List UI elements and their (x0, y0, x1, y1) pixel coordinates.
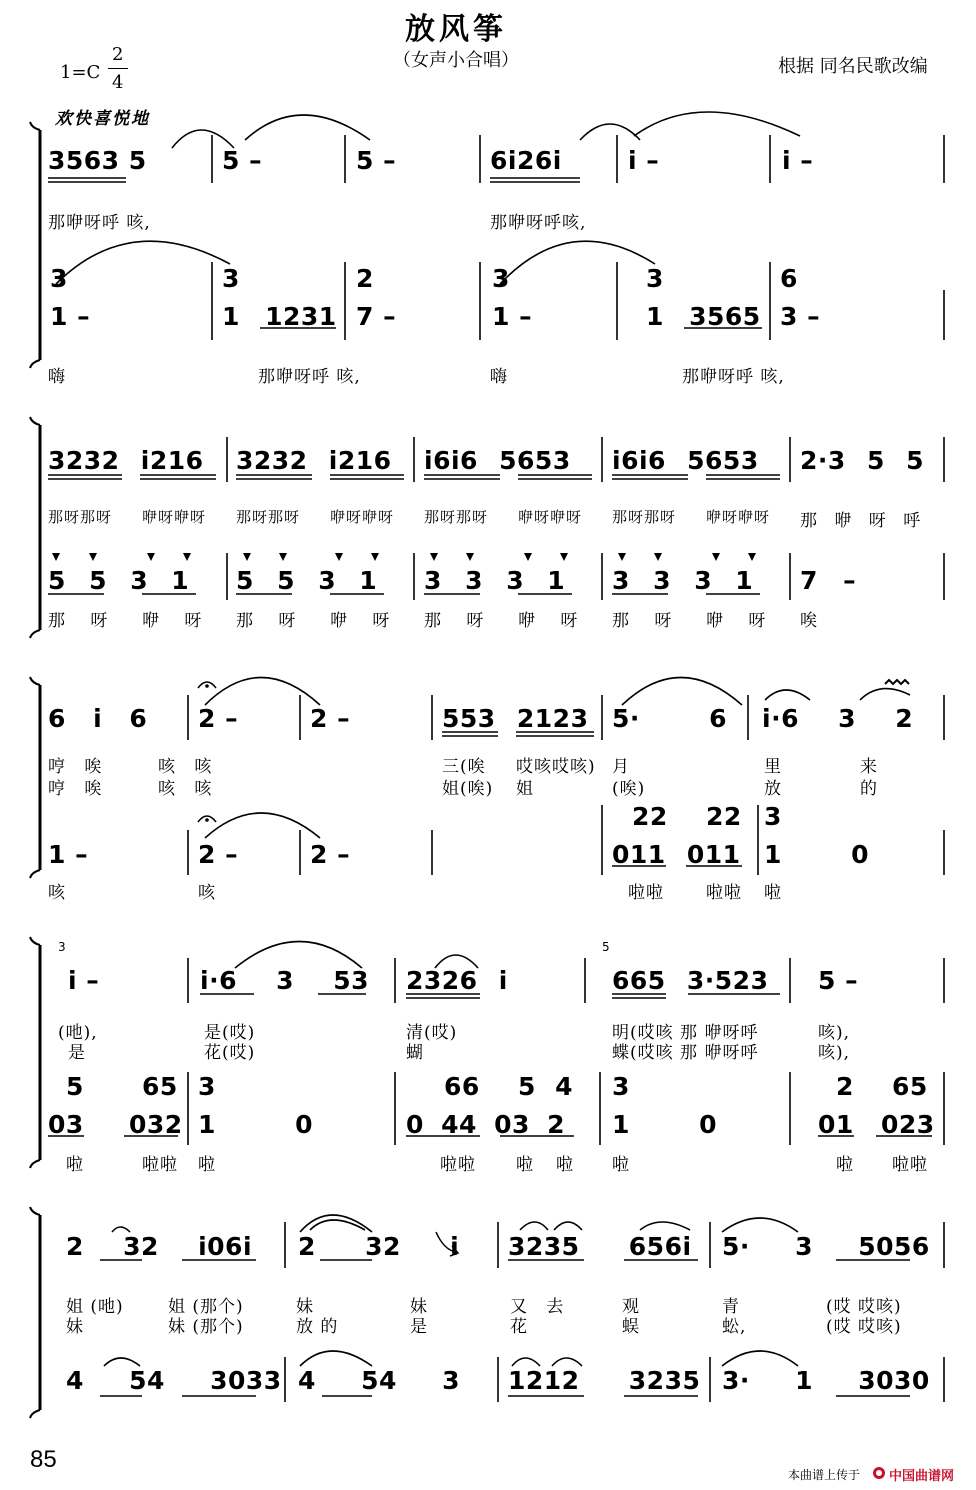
s4-lyric2-c: 蝴 (406, 1043, 424, 1063)
s1-lower-top-5: 3 (646, 264, 664, 293)
s2-lower-lyric-2: 咿 呀 (142, 611, 203, 631)
s1-upper-bar6: i – (782, 146, 814, 175)
s4-lower-top-8: 65 (892, 1072, 928, 1101)
s1-lower-top-2: 3 (222, 264, 240, 293)
s4-lyric2-b: 花(哎) (204, 1043, 256, 1063)
s1-lower-lyric-1: 嗨 (48, 367, 66, 387)
s5-lyric1-e: 又 去 (510, 1297, 565, 1317)
s3-lower-bar5: 1 0 (764, 840, 869, 869)
s4-lower-bar5: 01 023 (818, 1110, 935, 1139)
s2-lower-lyric-4: 咿 呀 (330, 611, 391, 631)
s3-upper-bar6: i·6 3 2 (762, 704, 914, 733)
s2-upper-lyric-1: 那呀那呀 (48, 508, 113, 526)
s3-lower-bar2: 2 – (198, 840, 239, 869)
s2-lower-bar4: 3 3 3 1 (612, 566, 754, 595)
s5-lower-bar2: 4 54 3 (298, 1366, 460, 1395)
s5-lower-bar4: 3· 1 3030 (722, 1366, 930, 1395)
s2-upper-lyric-2: 咿呀咿呀 (142, 508, 207, 526)
s2-upper-bar5: 2·3 5 5 (800, 446, 924, 475)
s5-lyric2-a: 妹 (66, 1317, 84, 1337)
s2-lower-lyric-1: 那 呀 (48, 611, 109, 631)
s3-lyric1-d: 哎咳哎咳) (516, 757, 596, 777)
s3-lower-top-1: 22 (632, 802, 668, 831)
s1-upper-bar4: 6i26i (490, 146, 562, 175)
s2-lower-bar5: 7 – (800, 566, 857, 595)
s3-lyric1-b: 咳 咳 (158, 757, 213, 777)
s4-lower-top-2: 65 (142, 1072, 178, 1101)
s4-grace-2: 5 (602, 940, 610, 954)
logo-icon (872, 1465, 886, 1479)
s4-upper-bar3: 2326 i (406, 966, 508, 995)
s1-lower-bar2: 1 1231 (222, 302, 337, 331)
s2-upper-bar1: 3232 i216 (48, 446, 204, 475)
s5-lyric1-c: 妹 (296, 1297, 314, 1317)
s2-upper-lyric-8: 咿呀咿呀 (706, 508, 771, 526)
s4-lyric1-d: 明(哎咳 那 咿呀呼 (612, 1023, 759, 1043)
s3-lower-lyric-5: 啦 (764, 883, 782, 903)
s3-lower-bar4: 011 011 (612, 840, 741, 869)
s5-lyric2-d: 是 (410, 1317, 428, 1337)
s5-lyric1-g: 青 (722, 1297, 740, 1317)
s2-lower-bar3: 3 3 3 1 (424, 566, 566, 595)
s1-upper-bar3: 5 – (356, 146, 397, 175)
s3-lyric2-g: 的 (860, 779, 878, 799)
s4-lower-lyric-9: 啦啦 (892, 1155, 928, 1175)
s2-upper-lyric-5: 那呀那呀 (424, 508, 489, 526)
s2-lower-bar2: 5 5 3 1 (236, 566, 378, 595)
s4-lower-lyric-4: 啦啦 (440, 1155, 476, 1175)
s3-lyric1-c: 三(唉 (442, 757, 486, 777)
s1-upper-bar1: 3563 5 (48, 146, 147, 175)
s4-upper-bar4: 665 3·523 (612, 966, 769, 995)
s1-lower-bar5: 1 3565 (646, 302, 761, 331)
s5-upper-bar4: 5· 3 5056 (722, 1232, 930, 1261)
s4-upper-bar1: i – (68, 966, 100, 995)
s3-upper-bar1: 6 i 6 (48, 704, 148, 733)
s4-lower-bar4: 1 0 (612, 1110, 717, 1139)
s3-lower-bar1: 1 – (48, 840, 89, 869)
score-title: 放风筝 (405, 12, 507, 47)
s4-lyric1-c: 清(哎) (406, 1023, 458, 1043)
s2-lower-bar1: 5 5 3 1 (48, 566, 190, 595)
s3-lower-top-2: 22 (706, 802, 742, 831)
s3-upper-bar2: 2 – (198, 704, 239, 733)
s2-upper-lyric-3: 那呀那呀 (236, 508, 301, 526)
s4-lower-lyric-1: 啦 (66, 1155, 84, 1175)
s3-lyric2-e: (唉) (612, 779, 646, 799)
s3-lyric1-f: 里 (764, 757, 782, 777)
s5-lyric1-h: (哎 哎咳) (826, 1297, 902, 1317)
s4-lower-lyric-8: 啦 (836, 1155, 854, 1175)
s2-lower-lyric-7: 那 呀 (612, 611, 673, 631)
s4-lyric2-e: 咳), (818, 1043, 851, 1063)
s3-lower-lyric-4: 啦啦 (706, 883, 742, 903)
s4-lower-top-4: 66 (444, 1072, 480, 1101)
s1-lower-bar4: 1 – (492, 302, 533, 331)
s2-lower-lyric-3: 那 呀 (236, 611, 297, 631)
s4-lyric2-d: 蝶(哎咳 那 咿呀呼 (612, 1043, 759, 1063)
s4-lyric2-a: 是 (68, 1043, 86, 1063)
s3-lyric2-c: 姐(唉) (442, 779, 494, 799)
s3-lyric2-a: 哼 唉 (48, 779, 103, 799)
s3-lyric1-e: 月 (612, 757, 630, 777)
s4-grace-1: 3 (58, 940, 66, 954)
s4-lower-lyric-2: 啦啦 (142, 1155, 178, 1175)
s3-upper-bar4: 553 2123 (442, 704, 589, 733)
s4-lower-lyric-3: 啦 (198, 1155, 216, 1175)
s2-upper-lyric-6: 咿呀咿呀 (518, 508, 583, 526)
s4-lower-lyric-5: 啦 (516, 1155, 534, 1175)
arranger-credit: 根据 同名民歌改编 (778, 56, 928, 77)
s3-lyric1-a: 哼 唉 (48, 757, 103, 777)
s5-lyric2-h: (哎 哎咳) (826, 1317, 902, 1337)
s3-upper-bar3: 2 – (310, 704, 351, 733)
s2-upper-lyric-4: 咿呀咿呀 (330, 508, 395, 526)
s5-upper-bar1: 2 32 i06i (66, 1232, 253, 1261)
s1-upper-lyric-1: 那咿呀呼 咳, (48, 213, 151, 233)
key-signature: 1=C (60, 62, 101, 83)
s5-lyric1-b: 姐 (那个) (168, 1297, 244, 1317)
s4-lower-top-3: 3 (198, 1072, 216, 1101)
s5-lyric2-e: 花 (510, 1317, 528, 1337)
s1-lower-top-4: 3 (492, 264, 510, 293)
s4-lyric1-a: (吔), (58, 1023, 98, 1043)
s5-upper-bar2: 2 32 i (298, 1232, 460, 1261)
s1-lower-top-3: 2 (356, 264, 374, 293)
s4-lower-top-5: 5 4 (518, 1072, 573, 1101)
s1-lower-bar3: 7 – (356, 302, 397, 331)
s2-lower-lyric-8: 咿 呀 (706, 611, 767, 631)
s4-lower-bar3: 0 44 03 2 (406, 1110, 565, 1139)
s5-lower-bar3: 1212 3235 (508, 1366, 701, 1395)
s5-lyric1-d: 妹 (410, 1297, 428, 1317)
s2-lower-lyric-9: 唉 (800, 611, 818, 631)
s4-lyric1-e: 咳), (818, 1023, 851, 1043)
upload-note: 本曲谱上传于 (788, 1468, 861, 1482)
s1-lower-top-1: 3 (50, 264, 68, 293)
s4-lower-lyric-6: 啦 (556, 1155, 574, 1175)
s3-lyric2-b: 咳 咳 (158, 779, 213, 799)
s5-upper-bar3: 3235 656i (508, 1232, 692, 1261)
s3-lower-top-3: 3 (764, 802, 782, 831)
s3-lyric2-d: 姐 (516, 779, 534, 799)
page-number: 85 (30, 1446, 57, 1473)
s4-lower-top-1: 5 (66, 1072, 84, 1101)
s5-lyric2-f: 蜈 (622, 1317, 640, 1337)
s2-upper-lyric-9: 那 咿 呀 呼 (800, 511, 922, 531)
s2-lower-lyric-5: 那 呀 (424, 611, 485, 631)
s1-upper-bar2: 5 – (222, 146, 263, 175)
s3-lower-bar3: 2 – (310, 840, 351, 869)
s1-lower-lyric-2: 那咿呀呼 咳, (258, 367, 361, 387)
s1-lower-bar1: 1 – (50, 302, 91, 331)
s3-lower-lyric-2: 咳 (198, 883, 216, 903)
tempo-marking: 欢快喜悦地 (55, 109, 150, 129)
s3-lower-lyric-1: 咳 (48, 883, 66, 903)
s4-lower-top-6: 3 (612, 1072, 630, 1101)
s2-upper-bar3: i6i6 5653 (424, 446, 571, 475)
s1-lower-lyric-4: 那咿呀呼 咳, (682, 367, 785, 387)
s2-upper-lyric-7: 那呀那呀 (612, 508, 677, 526)
s1-lower-bar6: 3 – (780, 302, 821, 331)
s1-upper-lyric-2: 那咿呀呼咳, (490, 213, 587, 233)
s4-lower-top-7: 2 (836, 1072, 854, 1101)
s1-lower-lyric-3: 嗨 (490, 367, 508, 387)
s2-upper-bar2: 3232 i216 (236, 446, 392, 475)
site-logo-text: 中国曲谱网 (889, 1468, 955, 1483)
s5-lyric2-b: 妹 (那个) (168, 1317, 244, 1337)
s2-lower-lyric-6: 咿 呀 (518, 611, 579, 631)
s4-upper-bar2: i·6 3 53 (200, 966, 370, 995)
s5-lyric2-g: 蚣, (722, 1317, 747, 1337)
s4-lower-lyric-7: 啦 (612, 1155, 630, 1175)
s5-lyric1-f: 观 (622, 1297, 640, 1317)
s1-lower-top-6: 6 (780, 264, 798, 293)
time-signature-top: 2 (112, 44, 124, 65)
score-subtitle: （女声小合唱） (393, 50, 519, 71)
s4-lower-bar1: 03 032 (48, 1110, 183, 1139)
time-signature-bottom: 4 (112, 72, 124, 93)
s3-lyric1-g: 来 (860, 757, 878, 777)
s3-lower-lyric-3: 啦啦 (628, 883, 664, 903)
s5-lyric2-c: 放 的 (296, 1317, 339, 1337)
s5-lower-bar1: 4 54 3033 (66, 1366, 282, 1395)
s4-upper-bar5: 5 – (818, 966, 859, 995)
s4-lyric1-b: 是(哎) (204, 1023, 256, 1043)
s5-lyric1-a: 姐 (吔) (66, 1297, 124, 1317)
s2-upper-bar4: i6i6 5653 (612, 446, 759, 475)
s1-upper-bar5: i – (628, 146, 660, 175)
s3-lyric2-f: 放 (764, 779, 782, 799)
s3-upper-bar5: 5· 6 (612, 704, 727, 733)
s4-lower-bar2: 1 0 (198, 1110, 313, 1139)
